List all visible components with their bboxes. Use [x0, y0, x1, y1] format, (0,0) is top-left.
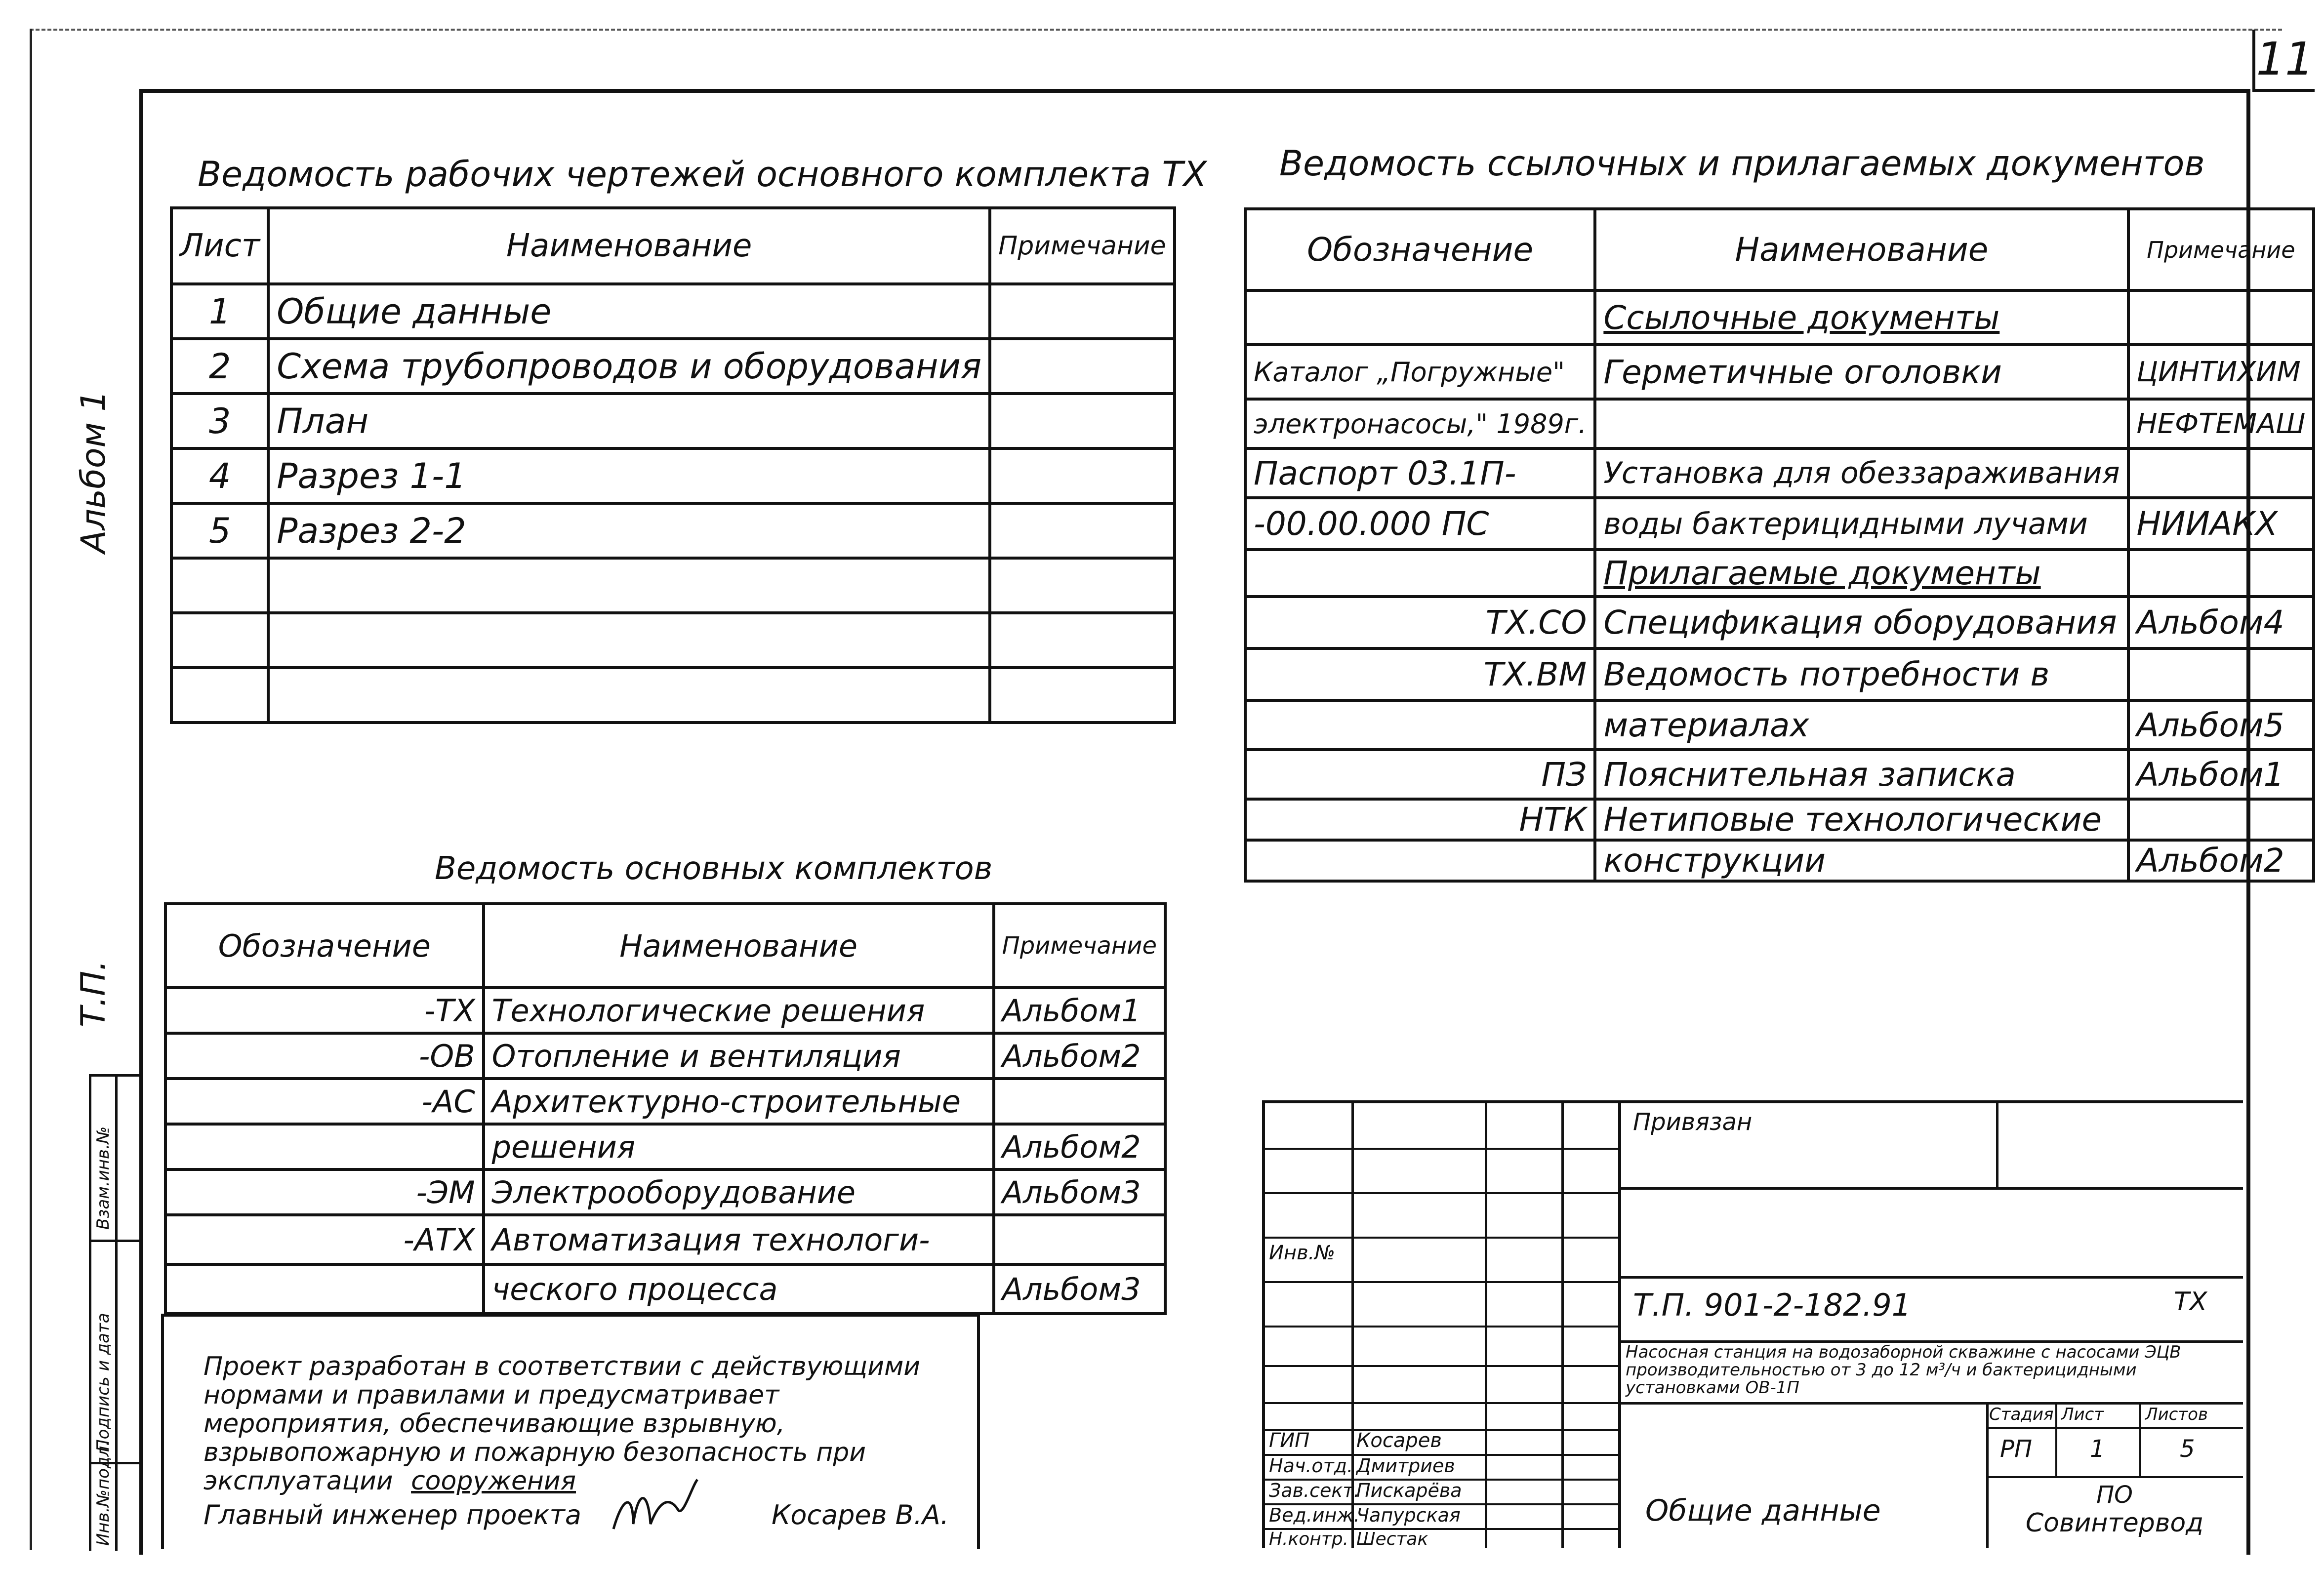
ref-note: [2128, 448, 2314, 498]
ref-name: Пояснительная записка: [1595, 750, 2128, 799]
sets-list-title: Ведомость основных комплектов: [435, 850, 993, 887]
set-code: [165, 1124, 484, 1169]
org-line1: ПО: [2096, 1481, 2133, 1509]
tied-label: Привязан: [1633, 1108, 1753, 1136]
set-code: -ЭМ: [165, 1169, 484, 1215]
set-note: Альбом1: [994, 988, 1165, 1033]
ref-note: [2128, 799, 2314, 840]
table-row: [1245, 550, 2314, 597]
sheet-number: 1: [171, 284, 268, 339]
table-row: [165, 1033, 1165, 1079]
role-gip: ГИП: [1269, 1429, 1310, 1452]
table-row: [171, 394, 1175, 448]
inv-podl-label: Инв.№подл.: [93, 1441, 113, 1546]
ref-note: Альбом5: [2128, 700, 2314, 750]
doc-title: Общие данные: [1645, 1493, 1881, 1528]
set-name: Архитектурно-строительные: [484, 1079, 994, 1124]
stage-value: РП: [2000, 1435, 2033, 1463]
chief-engineer-name: Косарев В.А.: [772, 1499, 949, 1530]
note-underlined-word: сооружения: [411, 1466, 576, 1496]
album-side-label: Альбом 1: [74, 390, 113, 553]
ref-code: [1245, 550, 1595, 597]
table-row: [171, 339, 1175, 394]
header-cell: Примечание: [994, 904, 1165, 988]
ref-note: Альбом1: [2128, 750, 2314, 799]
ref-note: [2128, 648, 2314, 700]
ref-code: электронасосы," 1989г.: [1245, 399, 1595, 448]
note-box: [161, 1314, 980, 1549]
project-description: Насосная станция на водозаборной скважине с насосами ЭЦВ производительностью от 3 до 12 м³/ч и бактерицидными установками ОВ-1П: [1626, 1342, 2181, 1398]
table-row: [1245, 750, 2314, 799]
table-row: [171, 503, 1175, 558]
set-note: Альбом2: [994, 1124, 1165, 1169]
person-head-dept: Дмитриев: [1356, 1455, 1455, 1477]
ref-note: [2128, 550, 2314, 597]
sheet-name: Разрез 2-2: [268, 503, 990, 558]
table-row: [165, 1264, 1165, 1314]
ref-name: Установка для обеззараживания: [1595, 448, 2128, 498]
table-row: [1245, 700, 2314, 750]
header-cell: Наименование: [484, 904, 994, 988]
sheet-number: 2: [171, 339, 268, 394]
ref-note: Альбом2: [2128, 840, 2314, 881]
sheet-name: План: [268, 394, 990, 448]
set-code: -АС: [165, 1079, 484, 1124]
sheet-number: 3: [171, 394, 268, 448]
stage-label: Стадия: [1989, 1405, 2054, 1424]
ref-code: ТХ.ВМ: [1245, 648, 1595, 700]
set-code: -АТХ: [165, 1215, 484, 1264]
table-row: [165, 1124, 1165, 1169]
note-text: [204, 1352, 944, 1495]
ref-code: [1245, 700, 1595, 750]
ref-code: ТХ.СО: [1245, 597, 1595, 648]
header-cell: Обозначение: [1245, 209, 1595, 290]
role-head-dept: Нач.отд.: [1269, 1455, 1353, 1477]
sheet-note: [990, 394, 1175, 448]
table-row: [1245, 498, 2314, 550]
ref-section-heading: Прилагаемые документы: [1595, 550, 2128, 597]
set-name: Автоматизация технологи-: [484, 1215, 994, 1264]
sheet-name: Схема трубопроводов и оборудования: [268, 339, 990, 394]
ref-note: Альбом4: [2128, 597, 2314, 648]
project-mark: ТХ: [2174, 1287, 2207, 1317]
header-cell: Лист: [171, 208, 268, 284]
header-cell: Примечание: [990, 208, 1175, 284]
header-cell: Наименование: [1595, 209, 2128, 290]
table-header-row: [171, 208, 1175, 284]
person-norm-control: Шестак: [1356, 1529, 1428, 1549]
person-lead-eng: Чапурская: [1356, 1504, 1461, 1526]
sheet-label: Лист: [2061, 1405, 2104, 1424]
ref-code: [1245, 290, 1595, 345]
ref-note: ЦИНТИХИМ: [2128, 345, 2314, 399]
table-row-empty: [171, 613, 1175, 668]
ref-name: Герметичные оголовки: [1595, 345, 2128, 399]
sheet-name: Общие данные: [268, 284, 990, 339]
refs-list-title: Ведомость ссылочных и прилагаемых документов: [1279, 143, 2205, 184]
set-name: Отопление и вентиляция: [484, 1033, 994, 1079]
chief-engineer-role: Главный инженер проекта: [204, 1499, 581, 1530]
header-cell: Наименование: [268, 208, 990, 284]
vzam-inv-label: Взам.инв.№: [93, 1126, 113, 1230]
signature-icon: [604, 1475, 702, 1544]
set-name: решения: [484, 1124, 994, 1169]
binding-strip: [89, 1074, 141, 1551]
table-row: [165, 1169, 1165, 1215]
table-row: [1245, 840, 2314, 881]
set-name: Электрооборудование: [484, 1169, 994, 1215]
table-row: [1245, 448, 2314, 498]
table-row: [165, 1215, 1165, 1264]
set-code: [165, 1264, 484, 1314]
table-row: [165, 988, 1165, 1033]
table-row: [1245, 799, 2314, 840]
set-name: Технологические решения: [484, 988, 994, 1033]
table-row: [1245, 399, 2314, 448]
signature-date-label: Подпись и дата: [93, 1313, 113, 1452]
header-cell: Обозначение: [165, 904, 484, 988]
table-row: [165, 1079, 1165, 1124]
role-lead-eng: Вед.инж.: [1269, 1504, 1360, 1526]
sheet-note: [990, 339, 1175, 394]
sheet-note: [990, 448, 1175, 503]
role-head-sect: Зав.сект.: [1269, 1480, 1360, 1501]
ref-name: материалах: [1595, 700, 2128, 750]
set-note: [994, 1079, 1165, 1124]
ref-name: Спецификация оборудования: [1595, 597, 2128, 648]
table-row: [1245, 345, 2314, 399]
table-row: [171, 448, 1175, 503]
tp-side-label: Т.П.: [74, 960, 113, 1027]
ref-name: воды бактерицидными лучами: [1595, 498, 2128, 550]
drawings-list-title: Ведомость рабочих чертежей основного комплекта ТХ: [198, 154, 1207, 195]
set-note: Альбом3: [994, 1264, 1165, 1314]
table-row: [1245, 648, 2314, 700]
ref-name: конструкции: [1595, 840, 2128, 881]
table-row-empty: [171, 668, 1175, 723]
outer-dashed-border: [30, 29, 2282, 31]
table-row-empty: [171, 558, 1175, 613]
outer-left-border: [30, 29, 32, 1550]
sheet-value: 1: [2090, 1435, 2105, 1463]
ref-note: [2128, 290, 2314, 345]
ref-code: Каталог „Погружные": [1245, 345, 1595, 399]
sheets-value: 5: [2180, 1435, 2195, 1463]
set-code: -ТХ: [165, 988, 484, 1033]
sheets-label: Листов: [2145, 1405, 2208, 1424]
person-gip: Косарев: [1356, 1429, 1442, 1452]
ref-section-heading: Ссылочные документы: [1595, 290, 2128, 345]
sets-list-table: [164, 902, 1167, 1315]
title-block: [1262, 1100, 2243, 1548]
ref-name: [1595, 399, 2128, 448]
header-cell: Примечание: [2128, 209, 2314, 290]
ref-name: Нетиповые технологические: [1595, 799, 2128, 840]
drawings-list-table: [170, 206, 1176, 724]
ref-code: [1245, 840, 1595, 881]
set-note: Альбом2: [994, 1033, 1165, 1079]
sheet-note: [990, 503, 1175, 558]
sheet-number: 4: [171, 448, 268, 503]
set-name: ческого процесса: [484, 1264, 994, 1314]
table-header-row: [1245, 209, 2314, 290]
ref-note: НЕФТЕМАШ: [2128, 399, 2314, 448]
set-note: Альбом3: [994, 1169, 1165, 1215]
set-code: -ОВ: [165, 1033, 484, 1079]
table-row: [1245, 290, 2314, 345]
person-head-sect: Пискарёва: [1356, 1480, 1462, 1501]
project-code: Т.П. 901-2-182.91: [1633, 1287, 1912, 1323]
set-note: [994, 1215, 1165, 1264]
sheet-name: Разрез 1-1: [268, 448, 990, 503]
table-row: [171, 284, 1175, 339]
ref-code: -00.00.000 ПС: [1245, 498, 1595, 550]
note-body: Проект разработан в соответствии с действующими нормами и правилами и предусматривает мероприятия, обеспечивающие взрывную, взрывопожарную и пожарную безопасность при эксплуатации: [204, 1352, 921, 1496]
ref-code: Паспорт 03.1П-: [1245, 448, 1595, 498]
org-line2: Совинтервод: [2025, 1508, 2204, 1538]
inv-number-label: Инв.№: [1269, 1242, 1335, 1264]
sheet-number: 5: [171, 503, 268, 558]
table-row: [1245, 597, 2314, 648]
refs-list-table: [1244, 207, 2315, 883]
role-norm-control: Н.контр.: [1269, 1529, 1349, 1549]
ref-name: Ведомость потребности в: [1595, 648, 2128, 700]
ref-code: ПЗ: [1245, 750, 1595, 799]
table-header-row: [165, 904, 1165, 988]
sheet-note: [990, 284, 1175, 339]
ref-note: НИИАКХ: [2128, 498, 2314, 550]
page-number: 11: [2252, 30, 2315, 92]
ref-code: НТК: [1245, 799, 1595, 840]
